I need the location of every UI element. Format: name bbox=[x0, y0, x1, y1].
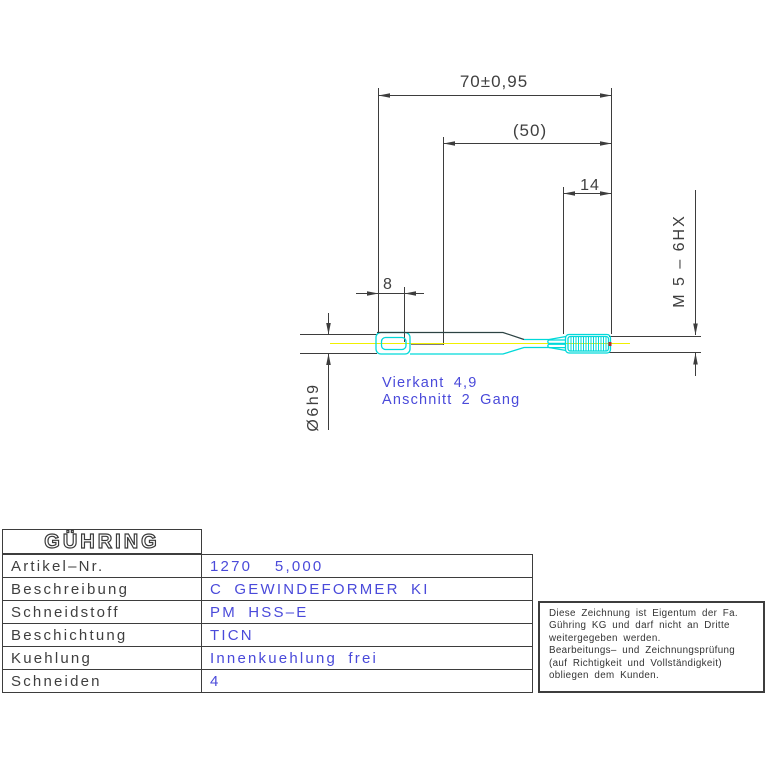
row-label: Schneiden bbox=[3, 670, 202, 692]
table-row bbox=[3, 555, 532, 578]
shank-top-edge bbox=[377, 333, 524, 340]
dim-overall-length: 70±0,95 bbox=[459, 72, 529, 91]
row-label: Beschreibung bbox=[3, 578, 202, 600]
row-value: Innenkuehlung frei bbox=[210, 649, 379, 667]
disclaimer-line: Bearbeitungs– und Zeichnungsprüfung bbox=[549, 645, 736, 657]
row-value: 4 bbox=[210, 672, 221, 690]
row-label: Beschichtung bbox=[3, 624, 202, 646]
dim-square-length: 8 bbox=[383, 276, 393, 293]
table-row bbox=[3, 578, 532, 601]
dim-shank-diameter: Ø6h9 bbox=[305, 382, 322, 432]
table-row bbox=[3, 624, 532, 647]
disclaimer-line: Diese Zeichnung ist Eigentum der Fa. bbox=[549, 608, 739, 619]
guehring-logo: GÜHRING bbox=[44, 530, 160, 553]
thread-end-marker bbox=[609, 342, 612, 346]
title-block bbox=[2, 529, 533, 693]
dim-thread-spec: M 5 – 6HX bbox=[671, 214, 688, 308]
row-value: PM HSS–E bbox=[210, 603, 309, 621]
table-row bbox=[3, 670, 532, 692]
row-label: Kuehlung bbox=[3, 647, 202, 669]
dimension-labels bbox=[305, 72, 688, 432]
shank-bottom-edge bbox=[410, 348, 566, 355]
row-value: 1270 5,000 bbox=[210, 557, 324, 575]
dimension-lines bbox=[300, 88, 701, 430]
drawing-notes bbox=[382, 375, 520, 408]
disclaimer-line: (auf Richtigkeit und Vollständigkeit) bbox=[549, 657, 722, 669]
neck-top-edge bbox=[524, 337, 566, 340]
row-value: C GEWINDEFORMER KI bbox=[210, 580, 430, 598]
thread-hatching bbox=[571, 337, 606, 352]
title-block-table bbox=[2, 554, 533, 693]
table-row bbox=[3, 601, 532, 624]
disclaimer-box bbox=[538, 601, 765, 693]
table-row bbox=[3, 647, 532, 670]
logo-box bbox=[2, 529, 202, 554]
note-chamfer: Anschnitt 2 Gang bbox=[382, 392, 521, 408]
row-value: TICN bbox=[210, 626, 254, 644]
flute-groove-upper bbox=[548, 340, 566, 343]
disclaimer-line: obliegen dem Kunden. bbox=[549, 670, 660, 682]
dim-thread-length: 14 bbox=[580, 177, 600, 194]
flute-groove-lower bbox=[548, 344, 566, 347]
disclaimer-line: Gühring KG und darf nicht an Dritte bbox=[549, 620, 730, 632]
dim-ref-length: (50) bbox=[512, 121, 548, 140]
note-square: Vierkant 4,9 bbox=[382, 375, 478, 391]
disclaimer-line: weitergegeben werden. bbox=[549, 632, 661, 644]
row-label: Schneidstoff bbox=[3, 601, 202, 623]
row-label: Artikel–Nr. bbox=[3, 555, 202, 577]
